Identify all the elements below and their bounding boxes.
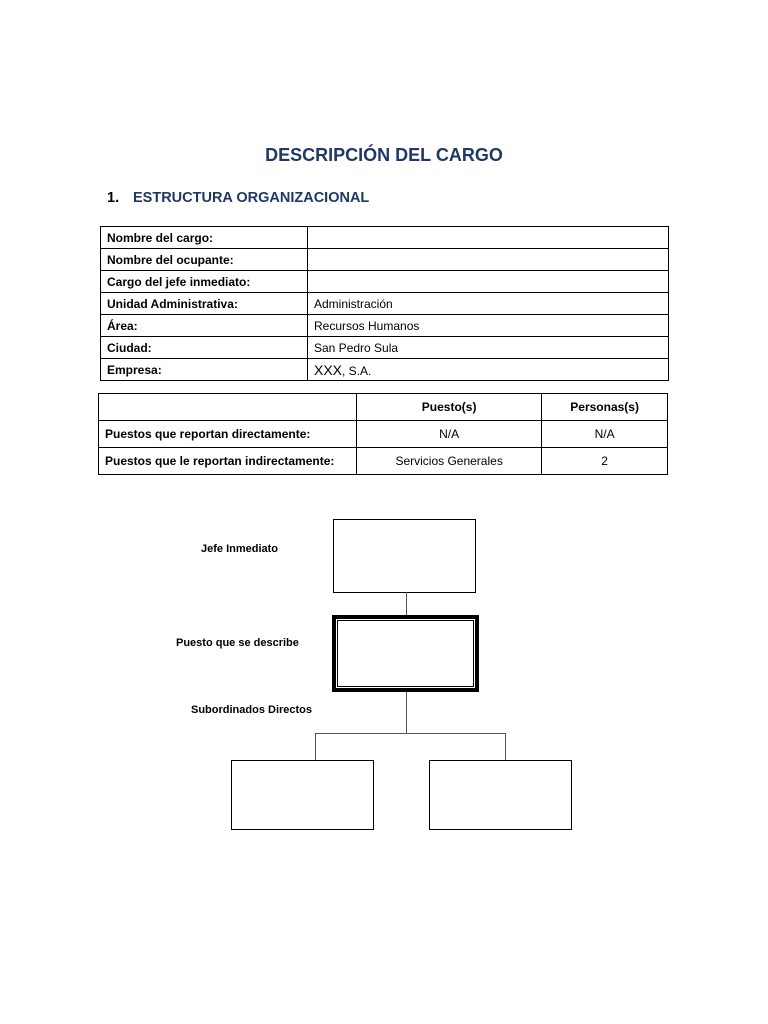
info-value: San Pedro Sula: [308, 337, 669, 359]
subordinate-box: [429, 760, 572, 830]
position-box-inner: [337, 620, 474, 687]
personas-cell: 2: [542, 448, 668, 475]
table-row: [101, 315, 669, 337]
label-subordinates: Subordinados Directos: [191, 704, 313, 716]
info-label: Unidad Administrativa:: [101, 293, 308, 315]
table-row: [101, 249, 669, 271]
label-boss: Jefe Inmediato: [201, 543, 279, 555]
info-label: Nombre del cargo:: [101, 227, 308, 249]
info-value: [308, 271, 669, 293]
info-label: Ciudad:: [101, 337, 308, 359]
boss-box: [333, 519, 476, 593]
company-name: XXX: [314, 361, 343, 378]
column-header: [99, 394, 357, 421]
puesto-cell: N/A: [357, 421, 542, 448]
connector-line: [406, 592, 407, 615]
table-row: [101, 271, 669, 293]
page-title: DESCRIPCIÓN DEL CARGO: [265, 145, 503, 165]
position-box: [332, 615, 479, 692]
table-row: [101, 293, 669, 315]
connector-line: [315, 733, 316, 760]
info-label: Empresa:: [101, 359, 308, 381]
table-row: [101, 337, 669, 359]
section-heading: [107, 190, 369, 206]
column-header: Puesto(s): [357, 394, 542, 421]
label-position: Puesto que se describe: [176, 637, 299, 649]
info-label: Área:: [101, 315, 308, 337]
table-row: [101, 359, 669, 381]
table-row: [101, 227, 669, 249]
info-value: Recursos Humanos: [308, 315, 669, 337]
table-header-row: [99, 394, 668, 421]
table-row: [99, 421, 668, 448]
info-value: [308, 227, 669, 249]
row-label: Puestos que le reportan indirectamente:: [99, 448, 357, 475]
reports-table: [98, 393, 668, 475]
info-value: [308, 249, 669, 271]
info-table: [100, 226, 669, 381]
info-label: Cargo del jefe inmediato:: [101, 271, 308, 293]
section-label: ESTRUCTURA ORGANIZACIONAL: [133, 190, 370, 206]
info-label: Nombre del ocupante:: [101, 249, 308, 271]
row-label: Puestos que reportan directamente:: [99, 421, 357, 448]
connector-line: [406, 692, 407, 733]
section-number: 1.: [107, 190, 120, 206]
info-value: Administración: [308, 293, 669, 315]
company-suffix: , S.A.: [342, 363, 372, 378]
table-row: [99, 448, 668, 475]
info-value: [308, 359, 669, 381]
subordinate-box: [231, 760, 374, 830]
connector-line: [505, 733, 506, 760]
column-header: Personas(s): [542, 394, 668, 421]
puesto-cell: Servicios Generales: [357, 448, 542, 475]
connector-line: [315, 733, 506, 734]
personas-cell: N/A: [542, 421, 668, 448]
